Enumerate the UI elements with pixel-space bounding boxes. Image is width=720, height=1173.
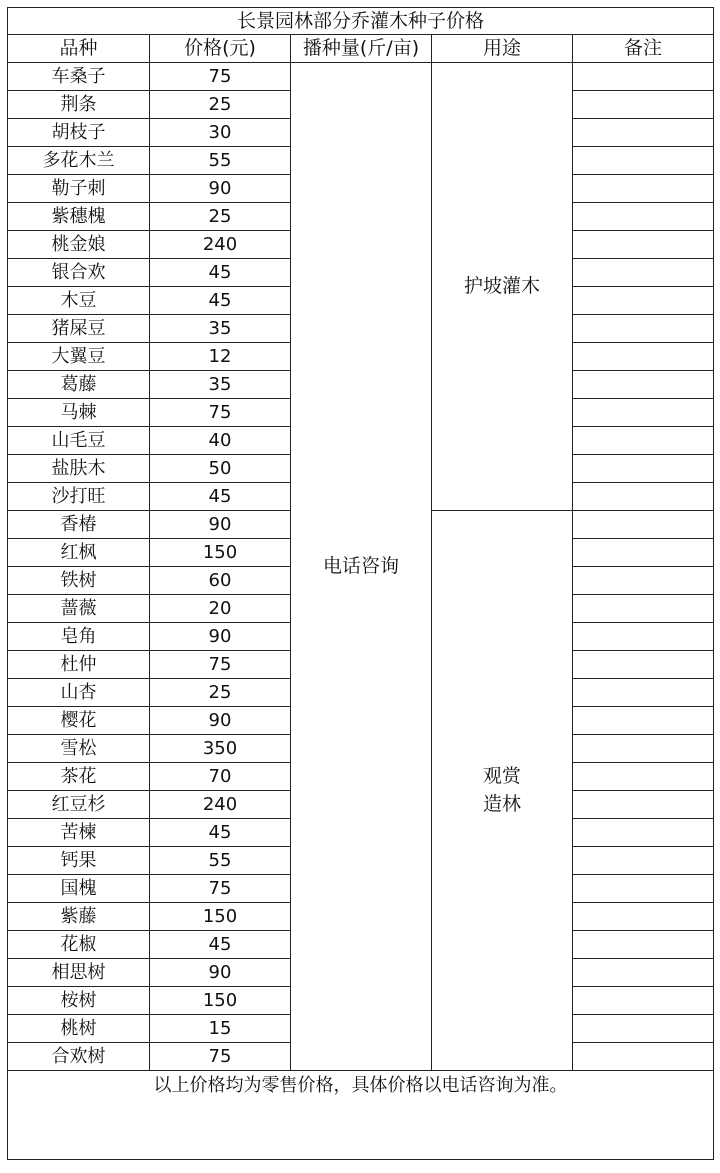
table-title: 长景园林部分乔灌木种子价格 [8, 8, 714, 35]
table-row [8, 63, 714, 91]
remarks-cell [573, 287, 714, 315]
price-cell: 45 [150, 287, 291, 315]
remarks-cell [573, 875, 714, 903]
use-cell [432, 511, 573, 1071]
price-cell: 75 [150, 63, 291, 91]
remarks-cell [573, 371, 714, 399]
price-cell: 50 [150, 455, 291, 483]
variety-cell: 车桑子 [8, 63, 150, 91]
remarks-cell [573, 427, 714, 455]
variety-cell: 银合欢 [8, 259, 150, 287]
remarks-cell [573, 539, 714, 567]
price-cell: 240 [150, 231, 291, 259]
use-label: 护坡灌木 [463, 274, 540, 297]
variety-cell: 红枫 [8, 539, 150, 567]
remarks-cell [573, 147, 714, 175]
remarks-cell [573, 595, 714, 623]
price-cell: 75 [150, 1043, 291, 1071]
variety-cell: 雪松 [8, 735, 150, 763]
remarks-cell [573, 455, 714, 483]
price-cell: 75 [150, 399, 291, 427]
remarks-cell [573, 175, 714, 203]
use-label: 造林 [482, 792, 521, 815]
sowing-rate-cell: 电话咨询 [291, 63, 432, 1071]
variety-cell: 勒子刺 [8, 175, 150, 203]
header-use: 用途 [432, 35, 573, 63]
variety-cell: 花椒 [8, 931, 150, 959]
variety-cell: 桃金娘 [8, 231, 150, 259]
remarks-cell [573, 679, 714, 707]
remarks-cell [573, 63, 714, 91]
footer-note: 以上价格均为零售价格，具体价格以电话咨询为准。 [8, 1071, 714, 1160]
remarks-cell [573, 399, 714, 427]
variety-cell: 紫穗槐 [8, 203, 150, 231]
variety-cell: 山毛豆 [8, 427, 150, 455]
price-cell: 90 [150, 707, 291, 735]
remarks-cell [573, 847, 714, 875]
remarks-cell [573, 1015, 714, 1043]
variety-cell: 木豆 [8, 287, 150, 315]
header-remarks: 备注 [573, 35, 714, 63]
price-cell: 350 [150, 735, 291, 763]
remarks-cell [573, 511, 714, 539]
remarks-cell [573, 119, 714, 147]
variety-cell: 樱花 [8, 707, 150, 735]
use-cell [432, 63, 573, 511]
remarks-cell [573, 259, 714, 287]
remarks-cell [573, 651, 714, 679]
variety-cell: 山杏 [8, 679, 150, 707]
variety-cell: 葛藤 [8, 371, 150, 399]
remarks-cell [573, 231, 714, 259]
price-cell: 90 [150, 959, 291, 987]
variety-cell: 苦楝 [8, 819, 150, 847]
price-cell: 55 [150, 847, 291, 875]
price-cell: 150 [150, 903, 291, 931]
variety-cell: 荆条 [8, 91, 150, 119]
remarks-cell [573, 315, 714, 343]
price-cell: 150 [150, 539, 291, 567]
price-cell: 75 [150, 875, 291, 903]
remarks-cell [573, 707, 714, 735]
header-row [8, 35, 714, 63]
variety-cell: 香椿 [8, 511, 150, 539]
variety-cell: 杜仲 [8, 651, 150, 679]
variety-cell: 紫藤 [8, 903, 150, 931]
price-cell: 20 [150, 595, 291, 623]
variety-cell: 国槐 [8, 875, 150, 903]
seed-price-table [7, 7, 714, 1160]
variety-cell: 胡枝子 [8, 119, 150, 147]
price-cell: 55 [150, 147, 291, 175]
price-cell: 45 [150, 931, 291, 959]
variety-cell: 钙果 [8, 847, 150, 875]
price-cell: 60 [150, 567, 291, 595]
price-cell: 12 [150, 343, 291, 371]
variety-cell: 马棘 [8, 399, 150, 427]
variety-cell: 相思树 [8, 959, 150, 987]
price-cell: 30 [150, 119, 291, 147]
price-cell: 70 [150, 763, 291, 791]
price-cell: 90 [150, 175, 291, 203]
variety-cell: 红豆杉 [8, 791, 150, 819]
remarks-cell [573, 959, 714, 987]
remarks-cell [573, 819, 714, 847]
variety-cell: 铁树 [8, 567, 150, 595]
price-cell: 35 [150, 371, 291, 399]
variety-cell: 蔷薇 [8, 595, 150, 623]
remarks-cell [573, 903, 714, 931]
remarks-cell [573, 735, 714, 763]
use-label: 观赏 [482, 764, 521, 787]
price-cell: 35 [150, 315, 291, 343]
price-cell: 25 [150, 679, 291, 707]
price-cell: 240 [150, 791, 291, 819]
remarks-cell [573, 1043, 714, 1071]
price-cell: 45 [150, 259, 291, 287]
variety-cell: 沙打旺 [8, 483, 150, 511]
price-cell: 25 [150, 203, 291, 231]
price-cell: 40 [150, 427, 291, 455]
remarks-cell [573, 931, 714, 959]
header-variety: 品种 [8, 35, 150, 63]
variety-cell: 茶花 [8, 763, 150, 791]
remarks-cell [573, 483, 714, 511]
price-cell: 45 [150, 819, 291, 847]
variety-cell: 桉树 [8, 987, 150, 1015]
remarks-cell [573, 343, 714, 371]
remarks-cell [573, 203, 714, 231]
price-cell: 75 [150, 651, 291, 679]
variety-cell: 大翼豆 [8, 343, 150, 371]
remarks-cell [573, 987, 714, 1015]
remarks-cell [573, 791, 714, 819]
header-sowing-rate: 播种量(斤/亩) [291, 35, 432, 63]
price-cell: 15 [150, 1015, 291, 1043]
variety-cell: 皂角 [8, 623, 150, 651]
header-price: 价格(元) [150, 35, 291, 63]
remarks-cell [573, 567, 714, 595]
variety-cell: 盐肤木 [8, 455, 150, 483]
variety-cell: 猪屎豆 [8, 315, 150, 343]
remarks-cell [573, 763, 714, 791]
remarks-cell [573, 91, 714, 119]
price-cell: 45 [150, 483, 291, 511]
price-cell: 90 [150, 511, 291, 539]
price-cell: 150 [150, 987, 291, 1015]
remarks-cell [573, 623, 714, 651]
price-cell: 25 [150, 91, 291, 119]
price-cell: 90 [150, 623, 291, 651]
variety-cell: 合欢树 [8, 1043, 150, 1071]
variety-cell: 多花木兰 [8, 147, 150, 175]
variety-cell: 桃树 [8, 1015, 150, 1043]
